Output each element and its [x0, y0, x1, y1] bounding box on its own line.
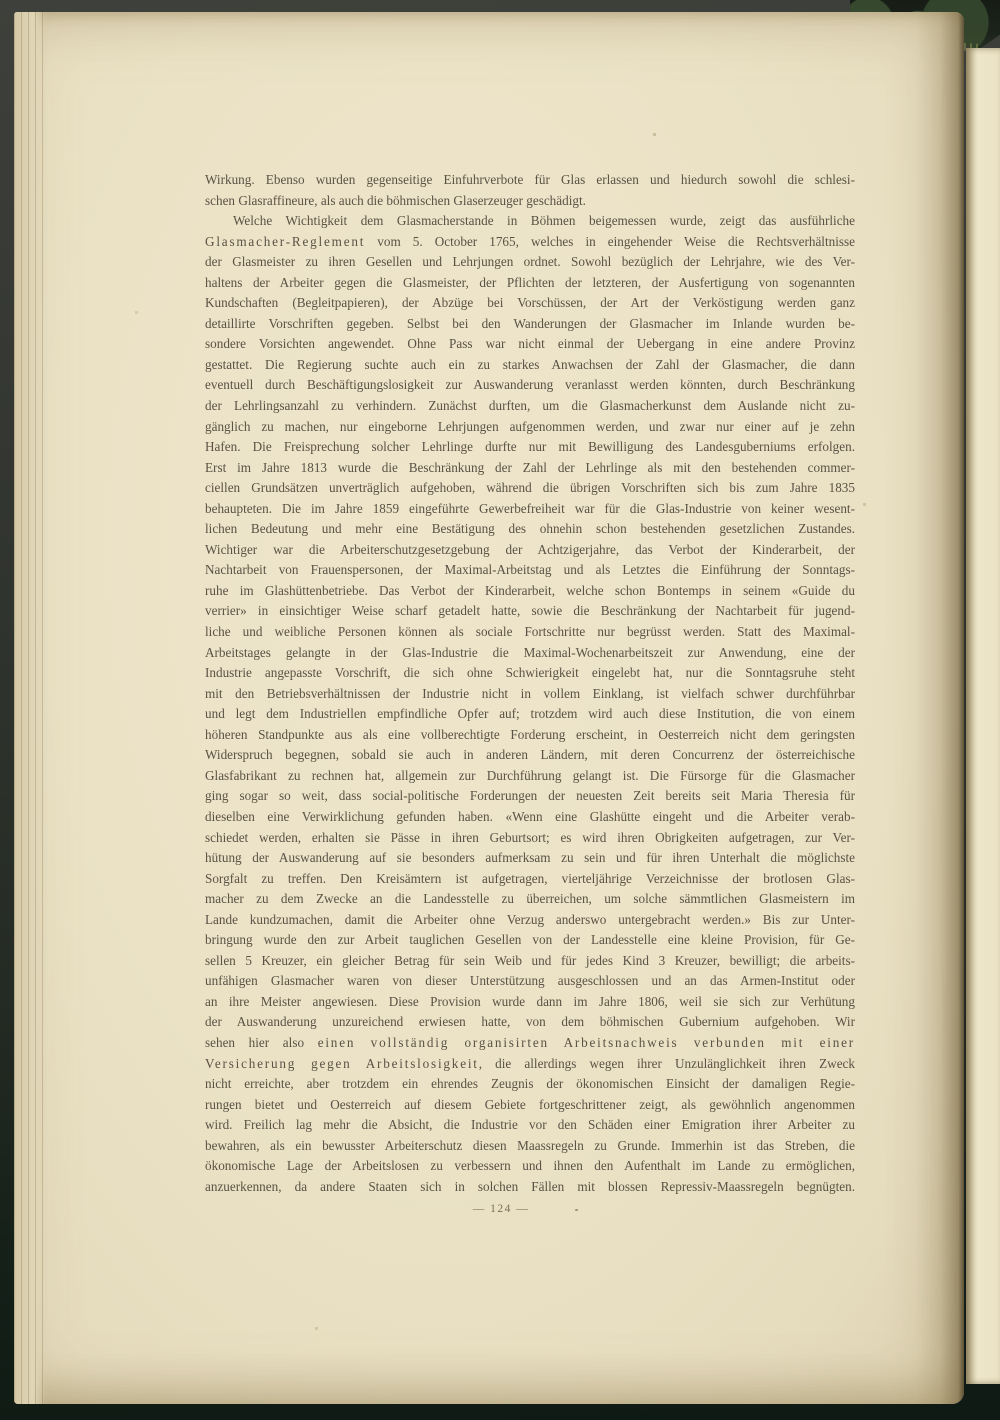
text-line [205, 807, 855, 828]
text-segment: gänglich zu machen, nur eingeborne Lehrjungen aufgenommen werden, und zwar nur einer auf je zehn [205, 418, 855, 434]
text-line [205, 704, 855, 725]
text-segment: der Auswanderung unzureichend erwiesen hatte, von dem böhmischen Gubernium aufgehoben. Wir [205, 1014, 855, 1030]
facing-page-sliver [966, 48, 1000, 1384]
text-line [205, 786, 855, 807]
text-line [205, 1177, 855, 1198]
text-segment: Widerspruch begegnen, sobald sie auch in anderen Ländern, mit deren Concurrenz der österreichische [205, 747, 855, 763]
paper-specks [14, 12, 15, 13]
text-segment: Welche Wichtigkeit dem Glasmacherstande in Böhmen beigemessen wurde, zeigt das ausführliche [233, 213, 855, 229]
text-segment: ökonomische Lage der Arbeitslosen zu verbessern und ihnen den Aufenthalt im Lande zu ermöglichen, [205, 1158, 855, 1174]
text-line [205, 211, 855, 232]
text-line [205, 1074, 855, 1095]
text-line [205, 375, 855, 396]
text-line [205, 1115, 855, 1136]
text-segment: lichen Bedeutung und mehr eine Bestätigung des ohnehin schon bestehenden gesetzlichen Zustandes. [205, 521, 855, 537]
text-line [205, 725, 855, 746]
text-segment: gestattet. Die Regierung suchte auch ein zu starkes Anwachsen der Zahl der Glasmacher, die dann [205, 356, 855, 372]
text-line [205, 930, 855, 951]
text-line [205, 1156, 855, 1177]
text-segment: ging sogar so weit, dass social-politische Forderungen der neuesten Zeit bereits seit Maria Theresia für [205, 788, 855, 804]
page-edge-stack [14, 12, 46, 1404]
text-segment: Nachtarbeit von Frauenspersonen, der Maximal-Arbeitstag und als Letztes die Einführung der Sonntags- [205, 562, 855, 578]
text-segment: Kundschaften (Begleitpapieren), der Abzüge bei Vorschüssen, der Art der Verköstigung werden ganz [205, 295, 855, 311]
text-line [205, 458, 855, 479]
text-segment: Hafen. Die Freisprechung solcher Lehrlinge durfte nur mit Bewilligung des Landesguberniums erfolgen. [205, 439, 855, 455]
text-line [205, 519, 855, 540]
text-line [205, 971, 855, 992]
text-segment: liche und weibliche Personen können als sociale Fortschritte nur begrüsst werden. Statt des Maximal- [205, 624, 855, 640]
text-line [205, 581, 855, 602]
text-line [205, 601, 855, 622]
text-segment: Glasfabrikant zu rechnen hat, allgemein zur Durchführung gelangt ist. Die Fürsorge für die Glasmacher [205, 767, 855, 783]
text-segment: der Lehrlingsanzahl zu verhindern. Zunächst durften, um die Glasmacherkunst dem Auslande nicht zu- [205, 398, 855, 414]
text-line [205, 1095, 855, 1116]
text-line [205, 273, 855, 294]
text-segment: nicht erreichte, aber trotzdem ein ehrendes Zeugnis der ökonomischen Einsicht der damaligen Regie- [205, 1076, 855, 1092]
page-number: — 124 — [472, 1203, 530, 1215]
text-segment: ciellen Grundsätzen unverträglich aufgehoben, während die übrigen Vorschriften sich bis zum Jahre 1835 [205, 480, 855, 496]
text-line [205, 314, 855, 335]
text-segment: Sorgfalt zu treffen. Den Kreisämtern ist aufgetragen, vierteljährige Verzeichnisse der brotlosen Glas- [205, 870, 855, 886]
text-segment: sondere Vorsichten angewendet. Ohne Pass war nicht einmal der Uebergang in eine andere Provinz [205, 336, 855, 352]
text-segment: höheren Standpunkte aus als eine vollberechtigte Forderung erscheint, in Oesterreich nicht dem geringsten [205, 726, 855, 742]
text-line [205, 499, 855, 520]
text-segment: Erst im Jahre 1813 wurde die Beschränkung der Zahl der Lehrlinge als mit den bestehenden commer- [205, 459, 855, 475]
text-line [205, 1054, 855, 1075]
text-segment: einen vollständig organisirten Arbeitsnachweis verbunden mit einer [317, 1034, 855, 1050]
text-segment: macher zu dem Zwecke an die Landesstelle zu überreichen, um solche sämmtlichen Glasmeistern im [205, 891, 855, 907]
text-segment: anzuerkennen, da andere Staaten sich in solchen Fällen mit blossen Repressiv-Maassregeln begnügten. [205, 1178, 855, 1194]
text-segment: Glasmacher-Reglement [205, 233, 366, 249]
text-segment: Wirkung. Ebenso wurden gegenseitige Einfuhrverbote für Glas erlassen und hiedurch sowohl die schlesi- [205, 172, 855, 187]
text-line [205, 232, 855, 253]
text-segment: mit den Betriebsverhältnissen der Industrie nicht in vollem Einklang, ist vielfach schwer durchführbar [205, 685, 855, 701]
text-segment: bringung wurde den zur Arbeit tauglichen Gesellen von der Landesstelle eine kleine Provision, für Ge- [205, 932, 855, 948]
text-line [205, 355, 855, 376]
text-segment: , die allerdings wegen ihrer Unzulänglichkeit ihren Zweck [478, 1055, 855, 1071]
text-segment: wird. Freilich lag mehr die Absicht, die Industrie vor den Schäden einer Emigration ihrer Arbeiter zu [205, 1117, 855, 1133]
text-line [205, 1012, 855, 1033]
text-line [205, 191, 855, 212]
book-page [14, 12, 964, 1404]
text-segment: eventuell durch Beschäftigungslosigkeit zur Auswanderung veranlasst werden könnten, durch Beschränkung [205, 377, 855, 393]
text-line [205, 478, 855, 499]
text-segment: dieselben eine Verwirklichung gefunden haben. «Wenn eine Glashütte eingeht und die Arbeiter verab- [205, 808, 855, 824]
text-segment: hütung der Auswanderung auf sie besonders aufmerksam zu sein und für ihren Unterhalt die möglichste [205, 850, 855, 866]
text-segment: der Glasmeister zu ihren Gesellen und Lehrjungen ordnet. Sowohl bezüglich der Lehrjahre, wie des Ver- [205, 254, 855, 270]
text-line [205, 560, 855, 581]
page-gutter-shadow [916, 12, 964, 1404]
text-line [205, 334, 855, 355]
text-segment: unfähigen Glasmacher waren von dieser Unterstützung ausgeschlossen und an das Armen-Institut oder [205, 973, 855, 989]
text-line [205, 170, 855, 191]
text-segment: rungen bietet und Oesterreich auf diesem Gebiete fortgeschrittener zeigt, als gewöhnlich angenommen [205, 1096, 855, 1112]
text-segment: vom 5. October 1765, welches in eingehender Weise die Rechtsverhältnisse [365, 233, 855, 249]
text-line [205, 869, 855, 890]
paper-speck [575, 1209, 578, 1211]
text-segment: schen Glasraffineure, als auch die böhmischen Glaserzeuger geschädigt. [205, 192, 586, 208]
text-segment: haltens der Arbeiter gegen die Glasmeister, der Pflichten der letzteren, der Ausfertigung von sogenannten [205, 274, 855, 290]
text-segment: Industrie angepasste Vorschrift, die sich ohne Schwierigkeit eingelebt hat, nur die Sonntagsruhe steht [205, 665, 855, 681]
text-segment: schiedet werden, erhalten sie Pässe in ihren Geburtsort; es wird ihren Obrigkeiten aufgetragen, zur Ver- [205, 829, 855, 845]
text-segment: Versicherung gegen Arbeitslosigkeit [205, 1055, 479, 1071]
text-segment: detaillirte Vorschriften gegeben. Selbst bei den Wanderungen der Glasmacher im Inlande wurden be- [205, 315, 855, 331]
text-line [205, 252, 855, 273]
text-segment: Arbeitstages gelangte in der Glas-Industrie die Maximal-Wochenarbeitszeit zur Anwendung, eine der [205, 644, 855, 660]
text-segment: behaupteten. Die im Jahre 1859 eingeführte Gewerbefreiheit war für die Glas-Industrie von keiner wesent- [205, 500, 855, 516]
text-line [205, 992, 855, 1013]
text-line [205, 889, 855, 910]
text-line [205, 1033, 855, 1054]
text-segment: an ihre Meister angewiesen. Diese Provision wurde dann im Jahre 1806, weil sie sich zur Verhütung [205, 993, 855, 1009]
text-line [205, 417, 855, 438]
text-line [205, 951, 855, 972]
text-line [205, 622, 855, 643]
text-line [205, 684, 855, 705]
text-segment: sehen hier also [205, 1034, 318, 1050]
body-text [205, 170, 855, 1197]
text-segment: Lande kundzumachen, damit die Arbeiter ohne Verzug anderswo untergebracht werden.» Bis zur Unter- [205, 911, 855, 927]
text-segment: ruhe im Glashüttenbetriebe. Das Verbot der Kinderarbeit, welche schon Bontemps in seinem «Guide du [205, 582, 855, 598]
text-line [205, 1136, 855, 1157]
text-line [205, 293, 855, 314]
text-line [205, 848, 855, 869]
text-line [205, 643, 855, 664]
text-line [205, 828, 855, 849]
text-line [205, 766, 855, 787]
text-segment: und legt dem Industriellen empfindliche Opfer auf; trotzdem wird auch diese Institution, die von einem [205, 706, 855, 722]
text-segment: bewahren, als ein bewusster Arbeiterschutz diesen Maassregeln zu Grunde. Immerhin ist das Streben, die [205, 1137, 855, 1153]
text-segment: sellen 5 Kreuzer, ein gleicher Betrag für sein Weib und für jedes Kind 3 Kreuzer, bewilligt; die arbeits- [205, 952, 855, 968]
text-segment: verrier» in einsichtiger Weise scharf getadelt hatte, sowie die Beschränkung der Nachtarbeit für jugend- [205, 603, 855, 619]
text-line [205, 745, 855, 766]
text-line [205, 396, 855, 417]
text-segment: Wichtiger war die Arbeiterschutzgesetzgebung der Achtzigerjahre, das Verbot der Kinderarbeit, der [205, 541, 855, 557]
text-line [205, 663, 855, 684]
text-line [205, 540, 855, 561]
text-line [205, 437, 855, 458]
text-line [205, 910, 855, 931]
